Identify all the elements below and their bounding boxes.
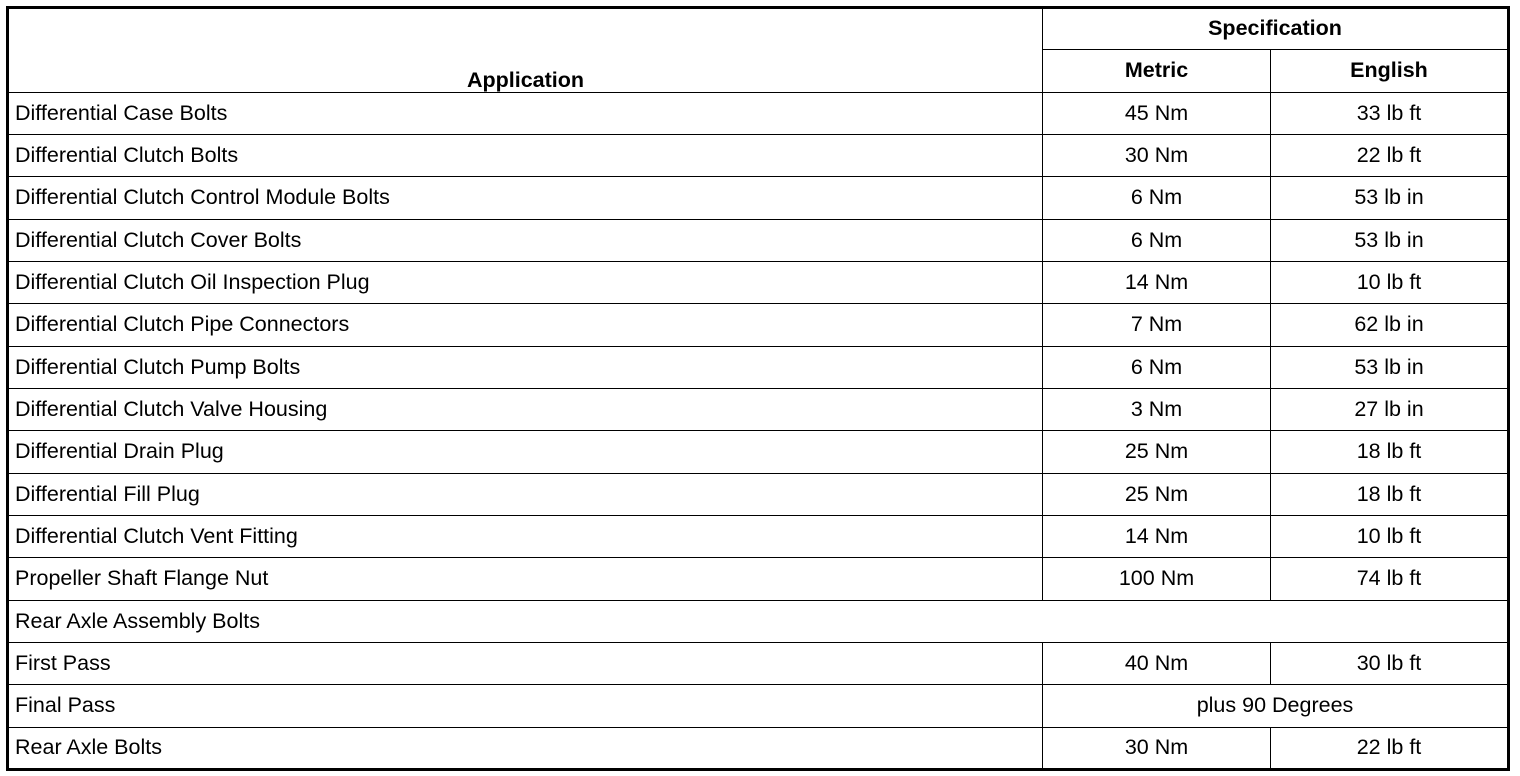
table-row: [8, 727, 1509, 769]
table-row: [8, 431, 1509, 473]
header-application: Application: [8, 8, 1043, 93]
row-english: 18 lb ft: [1271, 431, 1509, 473]
row-english: 10 lb ft: [1271, 261, 1509, 303]
row-metric: 6 Nm: [1043, 219, 1271, 261]
row-application: Differential Fill Plug: [8, 473, 1043, 515]
row-application: Differential Clutch Control Module Bolts: [8, 177, 1043, 219]
header-metric: Metric: [1043, 50, 1271, 92]
header-specification: Specification: [1043, 8, 1509, 50]
row-spec-combined: plus 90 Degrees: [1043, 685, 1509, 727]
row-application: Differential Case Bolts: [8, 92, 1043, 134]
row-metric: 3 Nm: [1043, 388, 1271, 430]
row-metric: 30 Nm: [1043, 134, 1271, 176]
table-row: [8, 92, 1509, 134]
table-row: [8, 134, 1509, 176]
table-row: [8, 558, 1509, 600]
row-application: Rear Axle Assembly Bolts: [8, 600, 1509, 642]
table-row: [8, 304, 1509, 346]
row-metric: 25 Nm: [1043, 473, 1271, 515]
row-english: 53 lb in: [1271, 177, 1509, 219]
row-english: 33 lb ft: [1271, 92, 1509, 134]
row-application: Final Pass: [8, 685, 1043, 727]
row-application: Differential Clutch Pipe Connectors: [8, 304, 1043, 346]
row-english: 62 lb in: [1271, 304, 1509, 346]
row-application: Differential Clutch Oil Inspection Plug: [8, 261, 1043, 303]
row-english: 27 lb in: [1271, 388, 1509, 430]
table-row: [8, 177, 1509, 219]
row-application: Differential Clutch Cover Bolts: [8, 219, 1043, 261]
row-application: Differential Clutch Pump Bolts: [8, 346, 1043, 388]
table-row: [8, 219, 1509, 261]
row-english: 53 lb in: [1271, 219, 1509, 261]
table-row: [8, 261, 1509, 303]
row-metric: 7 Nm: [1043, 304, 1271, 346]
table-row: [8, 642, 1509, 684]
table-row-group-heading: [8, 600, 1509, 642]
torque-specification-table: [6, 6, 1510, 771]
row-application: First Pass: [8, 642, 1043, 684]
row-metric: 45 Nm: [1043, 92, 1271, 134]
row-application: Differential Clutch Vent Fitting: [8, 515, 1043, 557]
row-metric: 14 Nm: [1043, 261, 1271, 303]
row-english: 74 lb ft: [1271, 558, 1509, 600]
table-row: [8, 685, 1509, 727]
row-metric: 14 Nm: [1043, 515, 1271, 557]
row-metric: 25 Nm: [1043, 431, 1271, 473]
table-row: [8, 473, 1509, 515]
row-application: Differential Clutch Bolts: [8, 134, 1043, 176]
table-row: [8, 388, 1509, 430]
row-metric: 100 Nm: [1043, 558, 1271, 600]
header-row-top: [8, 8, 1509, 50]
row-english: 10 lb ft: [1271, 515, 1509, 557]
row-english: 30 lb ft: [1271, 642, 1509, 684]
row-english: 53 lb in: [1271, 346, 1509, 388]
row-metric: 30 Nm: [1043, 727, 1271, 769]
row-application: Differential Drain Plug: [8, 431, 1043, 473]
row-english: 22 lb ft: [1271, 134, 1509, 176]
row-application: Rear Axle Bolts: [8, 727, 1043, 769]
row-metric: 6 Nm: [1043, 346, 1271, 388]
row-metric: 6 Nm: [1043, 177, 1271, 219]
row-application: Propeller Shaft Flange Nut: [8, 558, 1043, 600]
row-english: 18 lb ft: [1271, 473, 1509, 515]
header-english: English: [1271, 50, 1509, 92]
row-metric: 40 Nm: [1043, 642, 1271, 684]
table-row: [8, 346, 1509, 388]
table-row: [8, 515, 1509, 557]
row-english: 22 lb ft: [1271, 727, 1509, 769]
row-application: Differential Clutch Valve Housing: [8, 388, 1043, 430]
